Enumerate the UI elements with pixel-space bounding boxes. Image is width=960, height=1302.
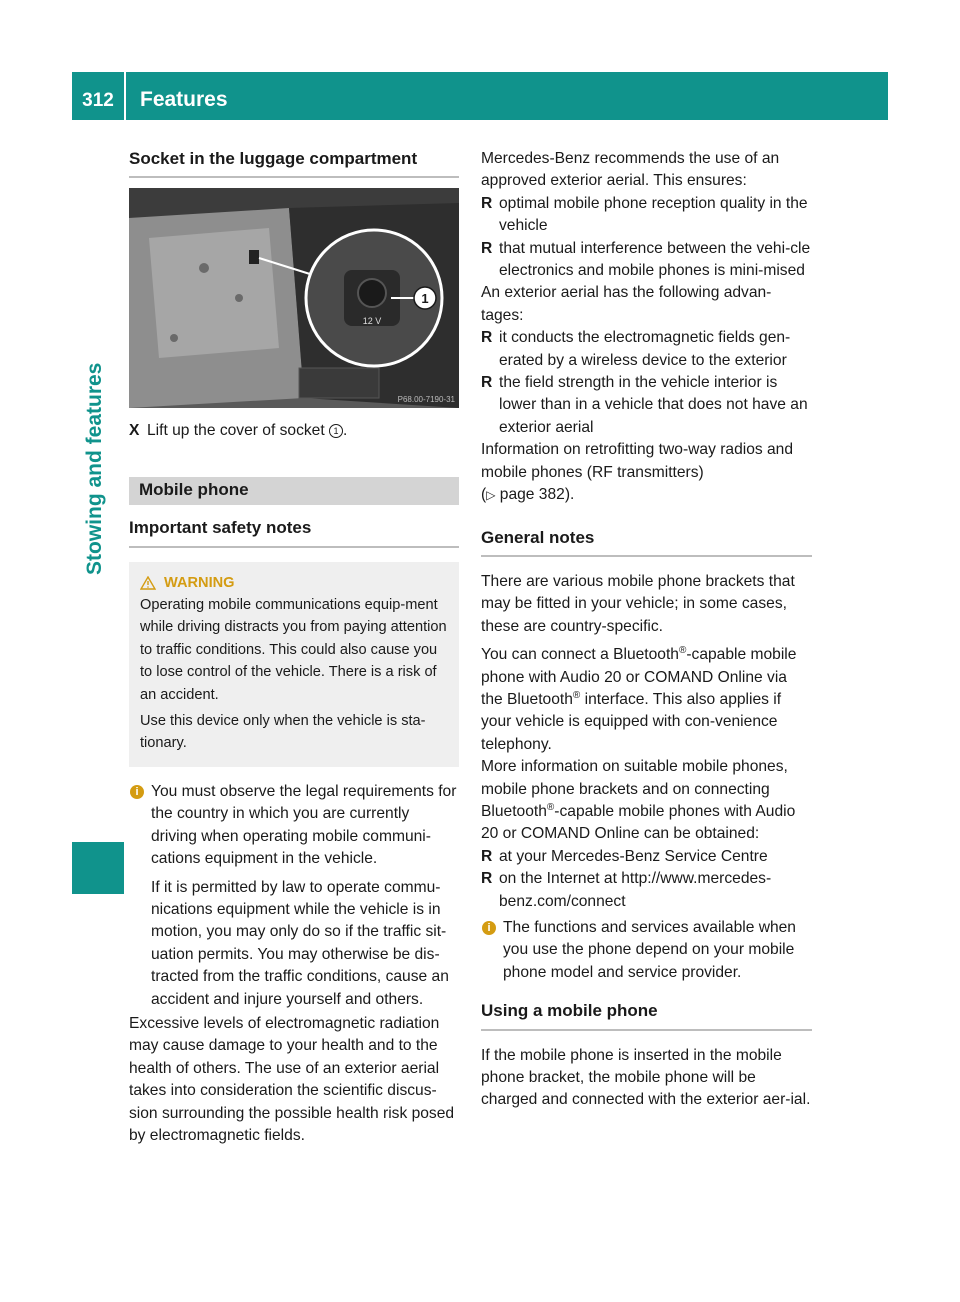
retrofit-text: Information on retrofitting two-way radios and mobile phones (RF transmitters) — [481, 441, 794, 481]
connect-text: interface. This also applies if your vehicle is equipped with con-venience telephony. — [481, 690, 782, 753]
retrofit-paragraph: Information on retrofitting two-way radios and mobile phones (RF transmitters) (▷ page 382). — [481, 441, 794, 504]
warning-paragraph: Use this device only when the vehicle is sta-tionary. — [140, 713, 426, 752]
advantages-intro: An exterior aerial has the following advan-tages: — [481, 284, 772, 324]
header-separator — [124, 72, 126, 120]
side-chapter-label: Stowing and features — [83, 362, 106, 575]
page-ref-arrow-icon: ▷ — [486, 488, 496, 503]
list-item: R the field strength in the vehicle interior is lower than in a vehicle that does not have an exterior aerial — [481, 372, 812, 439]
info-paragraph: You must observe the legal requirements for the country in which you are currently driving when operating mobile communi-cations equipment in the vehicle. — [151, 782, 457, 868]
safety-heading: Important safety notes — [129, 518, 312, 538]
connect-text: -capable mobile phone with Audio 20 or COMAND Online via the Bluetooth — [481, 646, 797, 708]
warning-triangle-icon — [140, 576, 156, 590]
info-paragraph: If it is permitted by law to operate commu-nications equipment while the vehicle is in motion, you may only do so if the traffic sit-uation permits. You may otherwise be dis-tracted from the traffic conditions, cause an accident and injure yourself and others. — [151, 878, 449, 1008]
more-info-paragraph: More information on suitable mobile phones, mobile phone brackets and on connecting Bluetooth®-capable mobile phones with Audio 20 or COMAND Online can be obtained: — [481, 758, 796, 843]
heading-rule — [129, 176, 459, 178]
info-note — [481, 917, 812, 984]
general-notes-heading: General notes — [481, 527, 595, 547]
brackets-paragraph: There are various mobile phone brackets that may be fitted in your vehicle; in some cases, these are country-specific. — [481, 572, 795, 635]
warning-title — [140, 572, 453, 594]
radiation-paragraph: Excessive levels of electromagnetic radiation may cause damage to your health and to the health of others. The use of an exterior aerial takes into consideration the scientific discus-sion surrounding the possible health risk posed by electromagnetic fields. — [129, 1014, 455, 1144]
right-column — [481, 148, 812, 1112]
list-item: R it conducts the electromagnetic fields gen-erated by a wireless device to the exterior — [481, 327, 812, 372]
left-column — [129, 148, 459, 1147]
info-icon: i — [482, 921, 496, 935]
page-number: 312 — [82, 90, 114, 111]
step-end: . — [343, 422, 348, 440]
figure-callout: 1 — [421, 291, 429, 307]
list-item: R at your Mercedes-Benz Service Centre — [481, 846, 812, 868]
warning-paragraph: Operating mobile communications equip-ment while driving distracts you from paying attention to traffic conditions. This could also cause you to lose control of the vehicle. There is a risk of an accident. — [140, 597, 447, 703]
more-info-text: More information on suitable mobile phones, mobile phone brackets and on connecting Bluetooth — [481, 758, 788, 820]
warning-box — [129, 562, 459, 767]
page-ref-link[interactable]: page 382). — [499, 486, 575, 504]
using-heading: Using a mobile phone — [481, 1001, 658, 1021]
mobile-phone-heading: Mobile phone — [129, 477, 459, 505]
callout-1-icon: 1 — [329, 424, 343, 438]
socket-figure — [129, 188, 459, 408]
side-tab-block — [72, 842, 124, 894]
list-item: R optimal mobile phone reception quality in the vehicle — [481, 193, 812, 238]
info-icon: i — [130, 785, 144, 799]
using-paragraph: If the mobile phone is inserted in the mobile phone bracket, the mobile phone will be charged and connected with the exterior aer-ial. — [481, 1046, 811, 1109]
heading-rule — [481, 555, 812, 557]
figure-voltage-label: 12 V — [362, 316, 382, 327]
heading-rule — [129, 546, 459, 548]
info-paragraph: The functions and services available when you use the phone depend on your mobile phone model and service provider. — [503, 919, 796, 981]
list-item: R on the Internet at http://www.mercedes-benz.com/connect — [481, 868, 812, 913]
step-lift-cover — [129, 420, 459, 442]
figure-code: P68.00-7190-31 — [397, 395, 455, 405]
connect-paragraph: You can connect a Bluetooth®-capable mobile phone with Audio 20 or COMAND Online via the Bluetooth® interface. This also applies if your vehicle is equipped with con-venience telephony. — [481, 644, 797, 753]
warning-title-text: WARNING — [164, 574, 235, 591]
intro-paragraph: Mercedes-Benz recommends the use of an approved exterior aerial. This ensures: — [481, 150, 780, 190]
luggage-compartment-illustration — [129, 188, 459, 408]
info-note — [129, 781, 459, 1011]
more-info-text: -capable mobile phones with Audio 20 or COMAND Online can be obtained: — [481, 802, 796, 843]
list-item: R that mutual interference between the vehi-cle electronics and mobile phones is mini-mised — [481, 238, 812, 283]
connect-text: You can connect a Bluetooth — [481, 646, 679, 664]
section-title: Features — [140, 88, 228, 111]
heading-rule — [481, 1029, 812, 1031]
socket-heading: Socket in the luggage compartment — [129, 149, 418, 168]
step-text: Lift up the cover of socket — [147, 422, 325, 440]
